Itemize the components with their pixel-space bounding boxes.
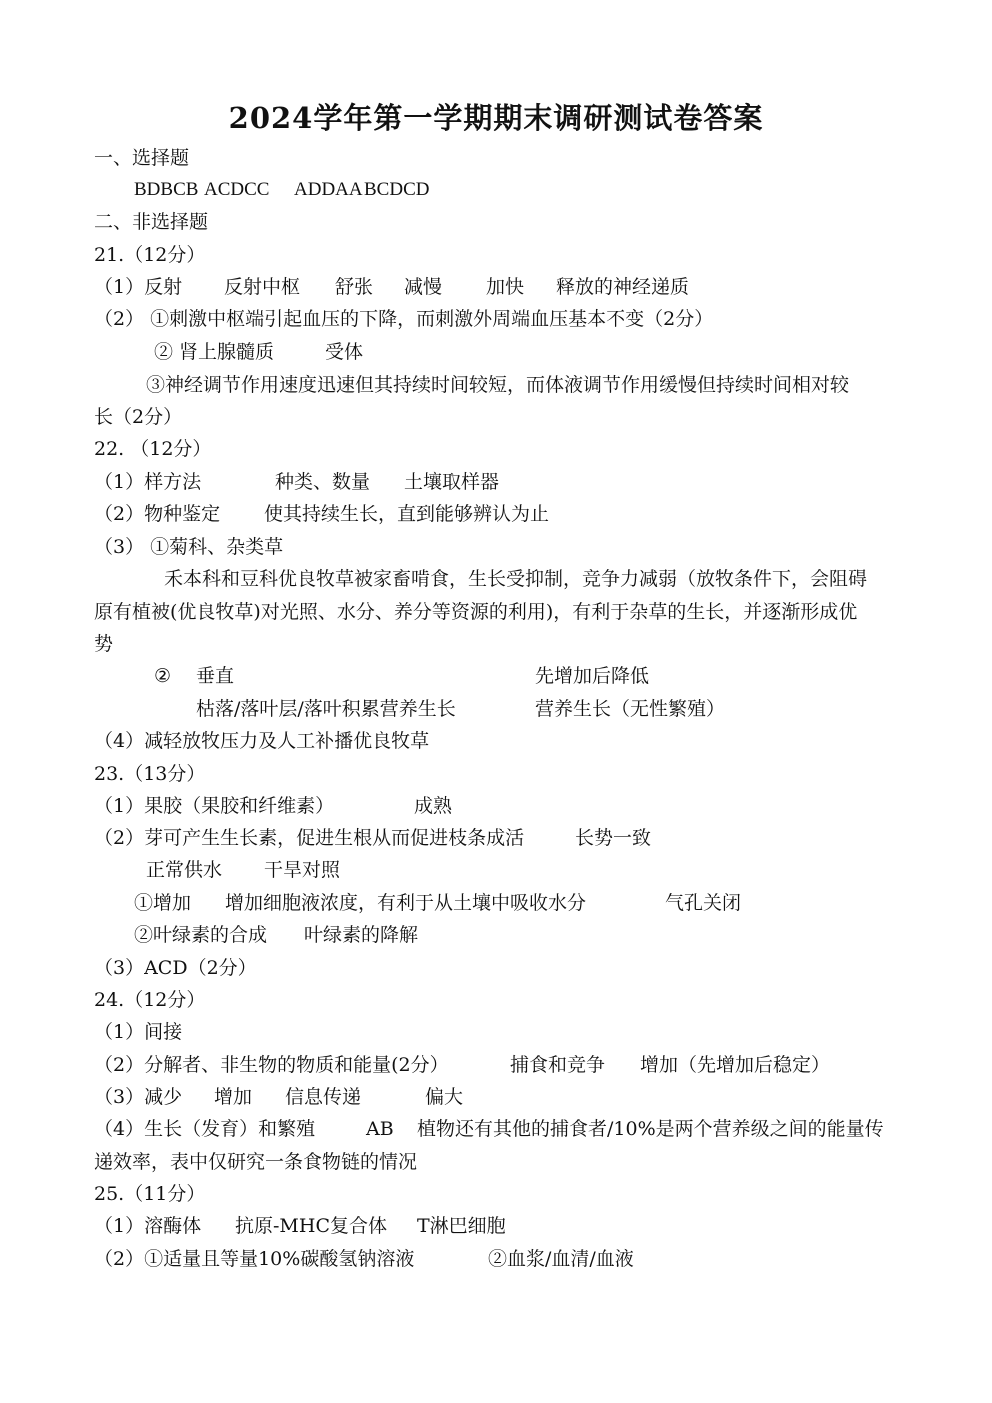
q22-part2-row xyxy=(0,502,992,526)
choice-answers-row xyxy=(0,178,992,202)
answer-cell: 加快 xyxy=(486,276,525,298)
answer-cell: 干旱对照 xyxy=(264,859,341,881)
q23-part1-row xyxy=(0,794,992,818)
answer-cell: ①增加 xyxy=(134,892,192,914)
answer-cell: 释放的神经递质 xyxy=(556,276,690,298)
q22-part3-para-b: 原有植被(优良牧草)对光照、水分、养分等资源的利用)，有利于杂草的生长，并逐渐形成优 xyxy=(94,601,858,623)
answer-cell: 正常供水 xyxy=(146,859,223,881)
q25-part1-row xyxy=(0,1214,992,1238)
q22-header: 22. （12分） xyxy=(94,438,212,460)
answer-cell: 植物还有其他的捕食者/10%是两个营养级之间的能量传 xyxy=(417,1118,884,1140)
answer-cell: 增加细胞液浓度，有利于从土壤中吸收水分 xyxy=(225,892,587,914)
answer-cell: 枯落/落叶层/落叶积累营养生长 xyxy=(196,698,456,720)
answer-cell: 捕食和竞争 xyxy=(510,1054,606,1076)
q22-part3-line: （3） ①菊科、杂类草 xyxy=(94,536,284,558)
answer-cell: 叶绿素的降解 xyxy=(304,924,419,946)
q21-header: 21.（12分） xyxy=(94,244,206,266)
q22-part3-para-c: 势 xyxy=(94,633,114,655)
answer-cell: 气孔关闭 xyxy=(665,892,742,914)
q21-part2-line-a: （2） ①刺激中枢端引起血压的下降，而刺激外周端血压基本不变（2分） xyxy=(94,308,714,330)
q21-part2-line-c: ③神经调节作用速度迅速但其持续时间较短，而体液调节作用缓慢但持续时间相对较 xyxy=(146,374,850,396)
page-title: 2024学年第一学期期末调研测试卷答案 xyxy=(228,101,764,135)
q23-part2-row-a xyxy=(0,858,992,882)
answer-cell: 信息传递 xyxy=(285,1086,362,1108)
q23-part2-row xyxy=(0,826,992,850)
q23-part2-row-b xyxy=(0,891,992,915)
answer-cell: （1）样方法 xyxy=(94,471,202,493)
answer-cell: 减慢 xyxy=(404,276,443,298)
section-heading-choice: 一、选择题 xyxy=(94,147,190,169)
q21-part2-row-b xyxy=(0,340,992,364)
choice-answer-group: BDBCB xyxy=(134,179,199,200)
q21-part2-line-d: 长（2分） xyxy=(94,406,183,428)
answer-cell: 土壤取样器 xyxy=(404,471,500,493)
q23-part2-row-c xyxy=(0,923,992,947)
answer-cell: ②血浆/血清/血液 xyxy=(488,1248,634,1270)
answer-cell: 长势一致 xyxy=(575,827,652,849)
q22-part1-row xyxy=(0,470,992,494)
answer-cell: ②叶绿素的合成 xyxy=(134,924,268,946)
choice-answer-group: BCDCD xyxy=(364,179,430,200)
answer-cell: 抗原-MHC复合体 xyxy=(235,1215,387,1237)
answer-cell: 先增加后降低 xyxy=(535,665,650,687)
answer-cell: 受体 xyxy=(325,341,364,363)
answer-cell: 增加 xyxy=(214,1086,253,1108)
answer-cell: 偏大 xyxy=(425,1086,464,1108)
answer-cell: （2）物种鉴定 xyxy=(94,503,221,525)
choice-answer-group: ADDAA xyxy=(294,179,363,200)
q25-header: 25.（11分） xyxy=(94,1183,206,1205)
answer-cell: T淋巴细胞 xyxy=(417,1215,506,1237)
answer-cell: 使其持续生长，直到能够辨认为止 xyxy=(264,503,550,525)
section-heading-nonchoice: 二、非选择题 xyxy=(94,211,209,233)
answer-cell: 成熟 xyxy=(414,795,453,817)
answer-cell: （1）溶酶体 xyxy=(94,1215,202,1237)
answer-cell: ② xyxy=(154,665,172,687)
q22-part3-row-d xyxy=(0,664,992,688)
q24-part4-row xyxy=(0,1117,992,1141)
answer-cell: 营养生长（无性繁殖） xyxy=(535,698,726,720)
q24-part1-line: （1）间接 xyxy=(94,1021,183,1043)
answer-cell: （4）生长（发育）和繁殖 xyxy=(94,1118,316,1140)
choice-answer-group: ACDCC xyxy=(204,179,270,200)
answer-cell: AB xyxy=(366,1118,394,1140)
answer-cell: （2）分解者、非生物的物质和能量(2分） xyxy=(94,1054,449,1076)
answer-cell: （1）果胶（果胶和纤维素） xyxy=(94,795,335,817)
q22-part3-para-a: 禾本科和豆科优良牧草被家畜啃食，生长受抑制，竞争力减弱（放牧条件下，会阻碍 xyxy=(164,568,868,590)
answer-cell: （1）反射 xyxy=(94,276,183,298)
answer-cell: 反射中枢 xyxy=(224,276,301,298)
answer-cell: 舒张 xyxy=(335,276,374,298)
q24-header: 24.（12分） xyxy=(94,989,206,1011)
answer-cell: 垂直 xyxy=(196,665,235,687)
answer-cell: ② 肾上腺髓质 xyxy=(154,341,275,363)
q24-part3-row xyxy=(0,1085,992,1109)
answer-cell: （3）减少 xyxy=(94,1086,183,1108)
q21-part1-row xyxy=(0,275,992,299)
answer-cell: 增加（先增加后稳定） xyxy=(640,1054,831,1076)
q25-part2-row xyxy=(0,1247,992,1271)
answer-cell: （2）芽可产生生长素，促进生根从而促进枝条成活 xyxy=(94,827,525,849)
q23-part3-line: （3）ACD（2分） xyxy=(94,957,257,979)
answer-cell: （2）①适量且等量10%碳酸氢钠溶液 xyxy=(94,1248,415,1270)
q22-part3-row-e xyxy=(0,697,992,721)
q24-part2-row xyxy=(0,1053,992,1077)
q24-part4-line-b: 递效率，表中仅研究一条食物链的情况 xyxy=(94,1151,418,1173)
q23-header: 23.（13分） xyxy=(94,763,206,785)
q22-part4-line: （4）减轻放牧压力及人工补播优良牧草 xyxy=(94,730,430,752)
answer-cell: 种类、数量 xyxy=(275,471,371,493)
